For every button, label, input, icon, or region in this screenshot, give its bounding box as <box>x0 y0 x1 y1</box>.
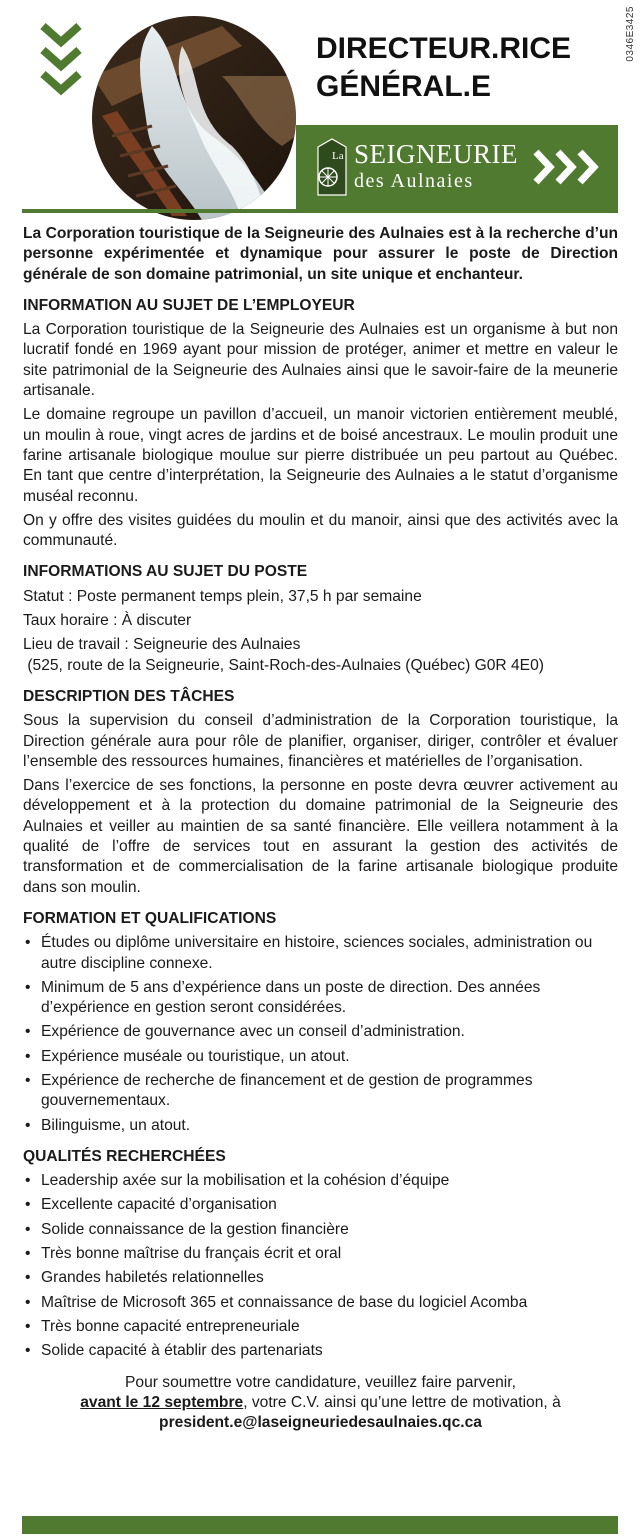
position-heading: INFORMATIONS AU SUJET DU POSTE <box>23 563 308 581</box>
position-status: Statut : Poste permanent temps plein, 37,5 h par semaine <box>23 587 422 605</box>
list-item: • Bilinguisme, un atout. <box>23 1116 618 1136</box>
employer-heading: INFORMATION AU SUJET DE L’EMPLOYEUR <box>23 296 355 314</box>
header-divider <box>22 209 618 213</box>
mill-emblem-icon <box>314 137 350 197</box>
ad-reference-code: 0346E3425 <box>625 6 636 62</box>
list-item: • Solide connaissance de la gestion financière <box>23 1220 618 1240</box>
position-location: Lieu de travail : Seigneurie des Aulnaies <box>23 636 301 654</box>
list-item: • Leadership axée sur la mobilisation et la cohésion d’équipe <box>23 1171 618 1191</box>
list-item: • Très bonne capacité entrepreneuriale <box>23 1317 618 1337</box>
list-item: • Grandes habiletés relationnelles <box>23 1268 618 1288</box>
logo-wordmark <box>354 141 518 191</box>
tasks-heading: DESCRIPTION DES TÂCHES <box>23 687 235 705</box>
qualities-list <box>23 1171 618 1361</box>
footer-line2-rest: , votre C.V. ainsi qu’une lettre de motivation, à <box>243 1393 561 1411</box>
logo-line2: des Aulnaies <box>354 170 474 192</box>
position-section <box>23 562 618 675</box>
application-instructions <box>23 1373 618 1433</box>
intro-paragraph: La Corporation touristique de la Seigneurie des Aulnaies est à la recherche d’un personne expérimentée et dynamique pour assurer le poste de Direction générale de son domaine patrimonial, un site unique et enchanteur. <box>23 225 618 283</box>
footer-line1: Pour soumettre votre candidature, veuillez faire parvenir, <box>125 1373 516 1391</box>
tasks-paragraph: Dans l’exercice de ses fonctions, la personne en poste devra œuvrer activement au développement et à la protection du domaine patrimonial de la Seigneurie des Aulnaies et veiller au maintien de sa santé financière. Elle veillera notamment à la qualité de l’offre de services tout en assurant la gestion des activités de transformation et de commercialisation de la farine artisanale biologique produite dans son moulin. <box>23 777 618 896</box>
list-item: • Expérience de gouvernance avec un conseil d’administration. <box>23 1022 618 1042</box>
contact-email[interactable]: president.e@laseigneuriedesaulnaies.qc.ca <box>159 1413 482 1431</box>
list-item: • Études ou diplôme universitaire en histoire, sciences sociales, administration ou autre discipline connexe. <box>23 933 618 974</box>
job-title-line2: GÉNÉRAL.E <box>316 70 492 103</box>
tasks-section <box>23 687 618 898</box>
logo-small-word: La <box>332 150 344 162</box>
position-address: (525, route de la Seigneurie, Saint-Roch-des-Aulnaies (Québec) G0R 4E0) <box>23 656 544 674</box>
list-item: • Excellente capacité d’organisation <box>23 1195 618 1215</box>
qualifications-section <box>23 909 618 1136</box>
list-item: • Solide capacité à établir des partenariats <box>23 1341 618 1361</box>
employer-paragraph: Le domaine regroupe un pavillon d’accueil, un manoir victorien entièrement meublé, un moulin à roue, vingt acres de jardins et de boisé ancestraux. Le moulin produit une farine artisanale biologique moulue sur pierre distribuée un peu partout au Québec. En tant que centre d’interprétation, la Seigneurie des Aulnaies a le statut d’organisme muséal reconnu. <box>23 406 618 505</box>
job-title <box>316 30 571 106</box>
footer-line2 <box>23 1393 618 1413</box>
seigneurie-logo <box>314 137 350 197</box>
ad-body <box>23 224 618 1433</box>
list-item: • Très bonne maîtrise du français écrit et oral <box>23 1244 618 1264</box>
logo-line1: SEIGNEURIE <box>354 139 518 169</box>
list-item: • Expérience de recherche de financement et de gestion de programmes gouvernementaux. <box>23 1071 618 1112</box>
water-wheel-photo <box>92 16 296 220</box>
employer-paragraph: La Corporation touristique de la Seigneurie des Aulnaies est un organisme à but non lucratif fondé en 1969 ayant pour mission de protéger, animer et mettre en valeur le site patrimonial de la Seigneurie des Aulnaies ainsi que le savoir-faire de la meunerie artisanale. <box>23 321 618 400</box>
position-rate: Taux horaire : À discuter <box>23 612 192 630</box>
list-item: • Maîtrise de Microsoft 365 et connaissance de base du logiciel Acomba <box>23 1293 618 1313</box>
tasks-paragraph: Sous la supervision du conseil d’administration de la Corporation touristique, la Direction générale aura pour rôle de planifier, organiser, diriger, contrôler et évaluer l’ensemble des ressources humaines, financières et matérielles de l’organisation. <box>23 712 618 770</box>
job-title-line1: DIRECTEUR.RICE <box>316 32 572 65</box>
employer-section <box>23 296 618 552</box>
list-item: • Minimum de 5 ans d’expérience dans un poste de direction. Des années d’expérience en gestion seront considérées. <box>23 978 618 1019</box>
list-item: • Expérience muséale ou touristique, un atout. <box>23 1047 618 1067</box>
deadline-text: avant le 12 septembre <box>80 1393 244 1411</box>
qualities-section <box>23 1147 618 1362</box>
qualifications-heading: FORMATION ET QUALIFICATIONS <box>23 909 277 927</box>
down-chevrons-icon <box>40 22 82 100</box>
brand-banner <box>296 125 618 209</box>
qualifications-list <box>23 933 618 1136</box>
footer-bar <box>22 1516 618 1534</box>
qualities-heading: QUALITÉS RECHERCHÉES <box>23 1147 226 1165</box>
employer-paragraph: On y offre des visites guidées du moulin et du manoir, ainsi que des activités avec la communauté. <box>23 511 618 550</box>
right-chevrons-icon <box>532 149 606 185</box>
